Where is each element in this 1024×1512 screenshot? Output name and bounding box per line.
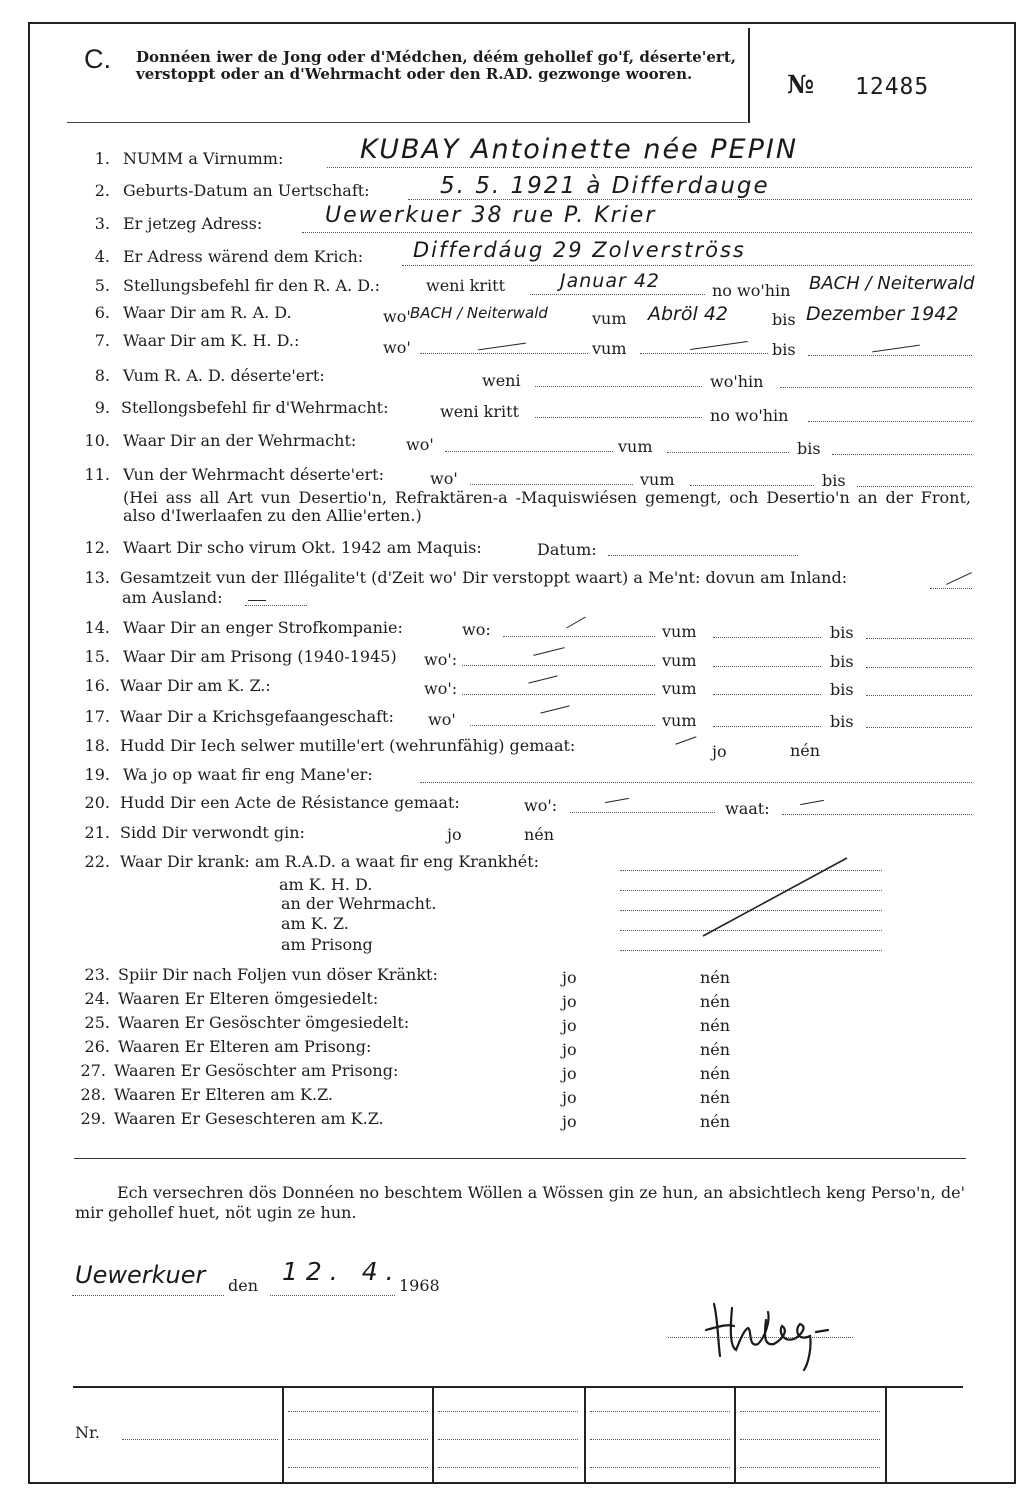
q25-number: 25. xyxy=(84,1013,110,1032)
q16-wo: wo': xyxy=(424,679,458,698)
q7-wo: wo' xyxy=(383,338,411,357)
den-label: den xyxy=(228,1276,259,1295)
q22-sub-1: am K. H. D. xyxy=(279,875,373,894)
q23-nen: nén xyxy=(700,968,731,987)
q5-answer-when[interactable]: Januar 42 xyxy=(560,270,661,292)
q20-waat-line xyxy=(782,814,972,815)
q10-vum-line xyxy=(667,452,789,453)
q24-jo: jo xyxy=(562,992,577,1011)
q24-label: Waaren Er Elteren ömgesiedelt: xyxy=(118,989,379,1008)
q22-line-5 xyxy=(620,950,882,951)
q22-sub-2: an der Wehrmacht. xyxy=(281,894,437,913)
q14-vum: vum xyxy=(662,622,697,641)
q4-line xyxy=(402,265,972,266)
q22-sub-4: am Prisong xyxy=(281,935,373,954)
q6-number: 6. xyxy=(94,303,110,322)
q17-label: Waar Dir a Krichsgefaangeschaft: xyxy=(120,707,394,726)
header-divider xyxy=(748,28,750,123)
q6-wo: wo' xyxy=(383,307,411,326)
q8-label: Vum R. A. D. déserte'ert: xyxy=(123,366,325,385)
signature-scribble xyxy=(700,1290,845,1375)
q4-answer[interactable]: Differdáug 29 Zolverströss xyxy=(413,238,746,262)
footer-c1-line-3 xyxy=(288,1467,428,1468)
declaration-text: Ech versechren dös Donnéen no beschtem Wöllen a Wössen gin ze hun, an absichtlech keng Perso'n, de' mir gehollef huet, nöt ugin ze hun. xyxy=(75,1183,965,1222)
signature-date[interactable]: 12. 4. xyxy=(282,1257,402,1286)
q2-number: 2. xyxy=(94,181,110,200)
q15-wo-line xyxy=(462,665,655,666)
q8-wohin: wo'hin xyxy=(710,372,764,391)
q7-bis-line xyxy=(808,355,972,356)
q11-bis: bis xyxy=(822,471,846,490)
q7-label: Waar Dir am K. H. D.: xyxy=(123,331,300,350)
footer-c2-line-1 xyxy=(438,1411,578,1412)
q14-wo: wo: xyxy=(462,620,491,639)
q21-jo: jo xyxy=(447,825,462,844)
footer-c2-line-3 xyxy=(438,1467,578,1468)
place-line xyxy=(72,1295,224,1296)
form-number: 12485 xyxy=(855,74,930,100)
q8-number: 8. xyxy=(94,366,110,385)
q10-wo: wo' xyxy=(406,435,434,454)
q23-label: Spiir Dir nach Foljen vun döser Kränkt: xyxy=(118,965,438,984)
q5-weni: weni kritt xyxy=(426,276,505,295)
q5-answer-where[interactable]: BACH / Neiterwald xyxy=(809,273,975,294)
q1-answer[interactable]: KUBAY Antoinette née PEPIN xyxy=(360,134,799,165)
date-line xyxy=(270,1295,395,1296)
q20-wo-line xyxy=(570,812,715,813)
q20-wo: wo': xyxy=(524,796,558,815)
q23-number: 23. xyxy=(84,965,110,984)
q6-vum: vum xyxy=(592,309,627,328)
q5-when-line xyxy=(530,294,705,295)
q17-wo: wo' xyxy=(428,710,456,729)
q13-inland-line xyxy=(930,588,972,589)
q25-jo: jo xyxy=(562,1016,577,1035)
q2-answer[interactable]: 5. 5. 1921 à Differdauge xyxy=(440,173,770,199)
q6-answer-from[interactable]: Abröl 42 xyxy=(648,303,728,325)
q16-bis-line xyxy=(866,695,972,696)
form-title: Donnéen iwer de Jong oder d'Médchen, déém gehollef go'f, déserte'ert, verstoppt oder an d'Wehrmacht oder den R.AD. gezwonge wooren. xyxy=(136,48,736,83)
q9-number: 9. xyxy=(94,398,110,417)
q4-label: Er Adress wärend dem Krich: xyxy=(123,247,364,266)
q12-label: Waart Dir scho virum Okt. 1942 am Maquis: xyxy=(123,538,482,557)
q9-wohin-line xyxy=(808,421,972,422)
q7-bis: bis xyxy=(772,340,796,359)
q25-nen: nén xyxy=(700,1016,731,1035)
q1-line xyxy=(327,167,972,168)
q27-jo: jo xyxy=(562,1064,577,1083)
q11-note: (Hei ass all Art vun Desertio'n, Refraktären-a -Maquiswiésen gemengt, och Desertio'n an der Front, also d'Iwerlaafen zu den Allie'erten.) xyxy=(123,488,971,525)
q4-number: 4. xyxy=(94,247,110,266)
q17-bis: bis xyxy=(830,712,854,731)
q26-nen: nén xyxy=(700,1040,731,1059)
q14-wo-line xyxy=(503,636,655,637)
q14-bis: bis xyxy=(830,623,854,642)
q11-label: Vun der Wehrmacht déserte'ert: xyxy=(123,465,384,484)
q22-sub-3: am K. Z. xyxy=(281,914,349,933)
q13-ausland: am Ausland: xyxy=(122,588,223,607)
footer-col-5 xyxy=(885,1386,887,1482)
q13-label: Gesamtzeit vun der Illégalite't (d'Zeit wo' Dir verstoppt waart) a Me'nt: dovun am Inland: xyxy=(120,568,848,587)
q1-number: 1. xyxy=(94,149,110,168)
footer-c4-line-2 xyxy=(740,1439,880,1440)
number-sign: № xyxy=(787,70,815,99)
q28-nen: nén xyxy=(700,1088,731,1107)
q10-bis: bis xyxy=(797,439,821,458)
q7-vum-line xyxy=(640,353,768,354)
q29-label: Waaren Er Geseschteren am K.Z. xyxy=(114,1109,384,1128)
q21-number: 21. xyxy=(84,823,110,842)
q18-nen: nén xyxy=(790,741,821,760)
footer-col-3 xyxy=(584,1386,586,1482)
signature-place[interactable]: Uewerkuer xyxy=(75,1261,206,1289)
q6-answer-to[interactable]: Dezember 1942 xyxy=(806,303,959,325)
q7-number: 7. xyxy=(94,331,110,350)
q16-label: Waar Dir am K. Z.: xyxy=(120,676,271,695)
footer-c2-line-2 xyxy=(438,1439,578,1440)
q21-label: Sidd Dir verwondt gin: xyxy=(120,823,305,842)
q3-label: Er jetzeg Adress: xyxy=(123,214,263,233)
q14-label: Waar Dir an enger Strofkompanie: xyxy=(123,618,403,637)
q17-vum-line xyxy=(713,726,821,727)
footer-nr-line xyxy=(122,1439,278,1440)
q18-number: 18. xyxy=(84,736,110,755)
q28-jo: jo xyxy=(562,1088,577,1107)
q26-jo: jo xyxy=(562,1040,577,1059)
q20-number: 20. xyxy=(84,793,110,812)
q17-number: 17. xyxy=(84,707,110,726)
q5-label: Stellungsbefehl fir den R. A. D.: xyxy=(123,276,380,295)
q5-no: no wo'hin xyxy=(712,281,791,300)
q13-ausland-line xyxy=(245,605,307,606)
q10-vum: vum xyxy=(618,437,653,456)
q15-number: 15. xyxy=(84,647,110,666)
q6-label: Waar Dir am R. A. D. xyxy=(123,303,292,322)
q9-weni-line xyxy=(535,417,702,418)
q17-vum: vum xyxy=(662,711,697,730)
footer-col-1 xyxy=(282,1386,284,1482)
q15-label: Waar Dir am Prisong (1940-1945) xyxy=(123,647,397,666)
header-underline xyxy=(67,122,747,123)
footer-col-4 xyxy=(734,1386,736,1482)
q9-wohin: no wo'hin xyxy=(710,406,789,425)
q16-number: 16. xyxy=(84,676,110,695)
q7-vum: vum xyxy=(592,339,627,358)
q12-line xyxy=(608,555,798,556)
q28-label: Waaren Er Elteren am K.Z. xyxy=(114,1085,334,1104)
q6-bis: bis xyxy=(772,310,796,329)
year-label: 1968 xyxy=(399,1276,440,1295)
q16-bis: bis xyxy=(830,680,854,699)
footer-top-rule xyxy=(73,1386,963,1388)
q7-wo-line xyxy=(420,353,588,354)
q11-vum-line xyxy=(690,485,814,486)
q9-weni: weni kritt xyxy=(440,402,519,421)
q10-bis-line xyxy=(832,454,972,455)
q26-label: Waaren Er Elteren am Prisong: xyxy=(118,1037,372,1056)
q11-vum: vum xyxy=(640,470,675,489)
q8-weni: weni xyxy=(482,371,521,390)
q29-number: 29. xyxy=(80,1109,106,1128)
q6-answer-where[interactable]: BACH / Neiterwald xyxy=(410,304,548,322)
q2-line xyxy=(408,199,972,200)
q22-number: 22. xyxy=(84,852,110,871)
q19-line xyxy=(420,782,972,783)
q28-number: 28. xyxy=(80,1085,106,1104)
footer-c1-line-1 xyxy=(288,1411,428,1412)
q15-wo: wo': xyxy=(424,650,458,669)
form-letter: C. xyxy=(84,44,111,74)
q11-wo-line xyxy=(470,484,633,485)
q3-answer[interactable]: Uewerkuer 38 rue P. Krier xyxy=(325,203,657,228)
q5-number: 5. xyxy=(94,276,110,295)
q16-vum-line xyxy=(713,694,821,695)
q11-wo: wo' xyxy=(430,469,458,488)
q10-label: Waar Dir an der Wehrmacht: xyxy=(123,431,357,450)
footer-c4-line-1 xyxy=(740,1411,880,1412)
q23-jo: jo xyxy=(562,968,577,987)
q3-number: 3. xyxy=(94,214,110,233)
q15-bis-line xyxy=(866,667,972,668)
q27-label: Waaren Er Gesöschter am Prisong: xyxy=(114,1061,399,1080)
q16-wo-line xyxy=(462,694,655,695)
q18-jo: jo xyxy=(712,742,727,761)
q27-nen: nén xyxy=(700,1064,731,1083)
q2-label: Geburts-Datum an Uertschaft: xyxy=(123,181,370,200)
q19-label: Wa jo op waat fir eng Mane'er: xyxy=(123,765,373,784)
q15-vum: vum xyxy=(662,651,697,670)
q13-ausland-dash xyxy=(248,600,266,601)
q29-jo: jo xyxy=(562,1112,577,1131)
q9-label: Stellongsbefehl fir d'Wehrmacht: xyxy=(121,398,389,417)
q11-number: 11. xyxy=(84,465,110,484)
q22-label: Waar Dir krank: am R.A.D. a waat fir eng Krankhét: xyxy=(120,852,540,871)
q29-nen: nén xyxy=(700,1112,731,1131)
q17-wo-line xyxy=(470,725,655,726)
footer-col-2 xyxy=(432,1386,434,1482)
q15-bis: bis xyxy=(830,652,854,671)
q11-bis-line xyxy=(857,486,972,487)
q10-wo-line xyxy=(445,451,613,452)
q8-weni-line xyxy=(535,386,702,387)
footer-c3-line-2 xyxy=(590,1439,730,1440)
q14-bis-line xyxy=(866,638,972,639)
q26-number: 26. xyxy=(84,1037,110,1056)
footer-c1-line-2 xyxy=(288,1439,428,1440)
q22-strike-mark xyxy=(695,852,855,942)
q24-nen: nén xyxy=(700,992,731,1011)
q27-number: 27. xyxy=(80,1061,106,1080)
q18-label: Hudd Dir Iech selwer mutille'ert (wehrunfähig) gemaat: xyxy=(120,736,576,755)
q19-number: 19. xyxy=(84,765,110,784)
footer-c3-line-3 xyxy=(590,1467,730,1468)
q14-vum-line xyxy=(713,637,821,638)
q17-bis-line xyxy=(866,727,972,728)
q12-number: 12. xyxy=(84,538,110,557)
q8-wohin-line xyxy=(780,387,972,388)
q16-vum: vum xyxy=(662,679,697,698)
section-divider xyxy=(74,1158,966,1159)
q14-number: 14. xyxy=(84,618,110,637)
q20-waat: waat: xyxy=(725,799,770,818)
q1-label: NUMM a Virnumm: xyxy=(123,149,284,168)
q12-datum: Datum: xyxy=(537,540,597,559)
footer-nr-label: Nr. xyxy=(75,1423,100,1442)
q25-label: Waaren Er Gesöschter ömgesiedelt: xyxy=(118,1013,410,1032)
q24-number: 24. xyxy=(84,989,110,1008)
q20-label: Hudd Dir een Acte de Résistance gemaat: xyxy=(120,793,460,812)
footer-c4-line-3 xyxy=(740,1467,880,1468)
footer-c3-line-1 xyxy=(590,1411,730,1412)
signature[interactable] xyxy=(700,1290,845,1379)
q15-vum-line xyxy=(713,666,821,667)
q3-line xyxy=(302,232,972,233)
q13-number: 13. xyxy=(84,568,110,587)
q10-number: 10. xyxy=(84,431,110,450)
q21-nen: nén xyxy=(524,825,555,844)
